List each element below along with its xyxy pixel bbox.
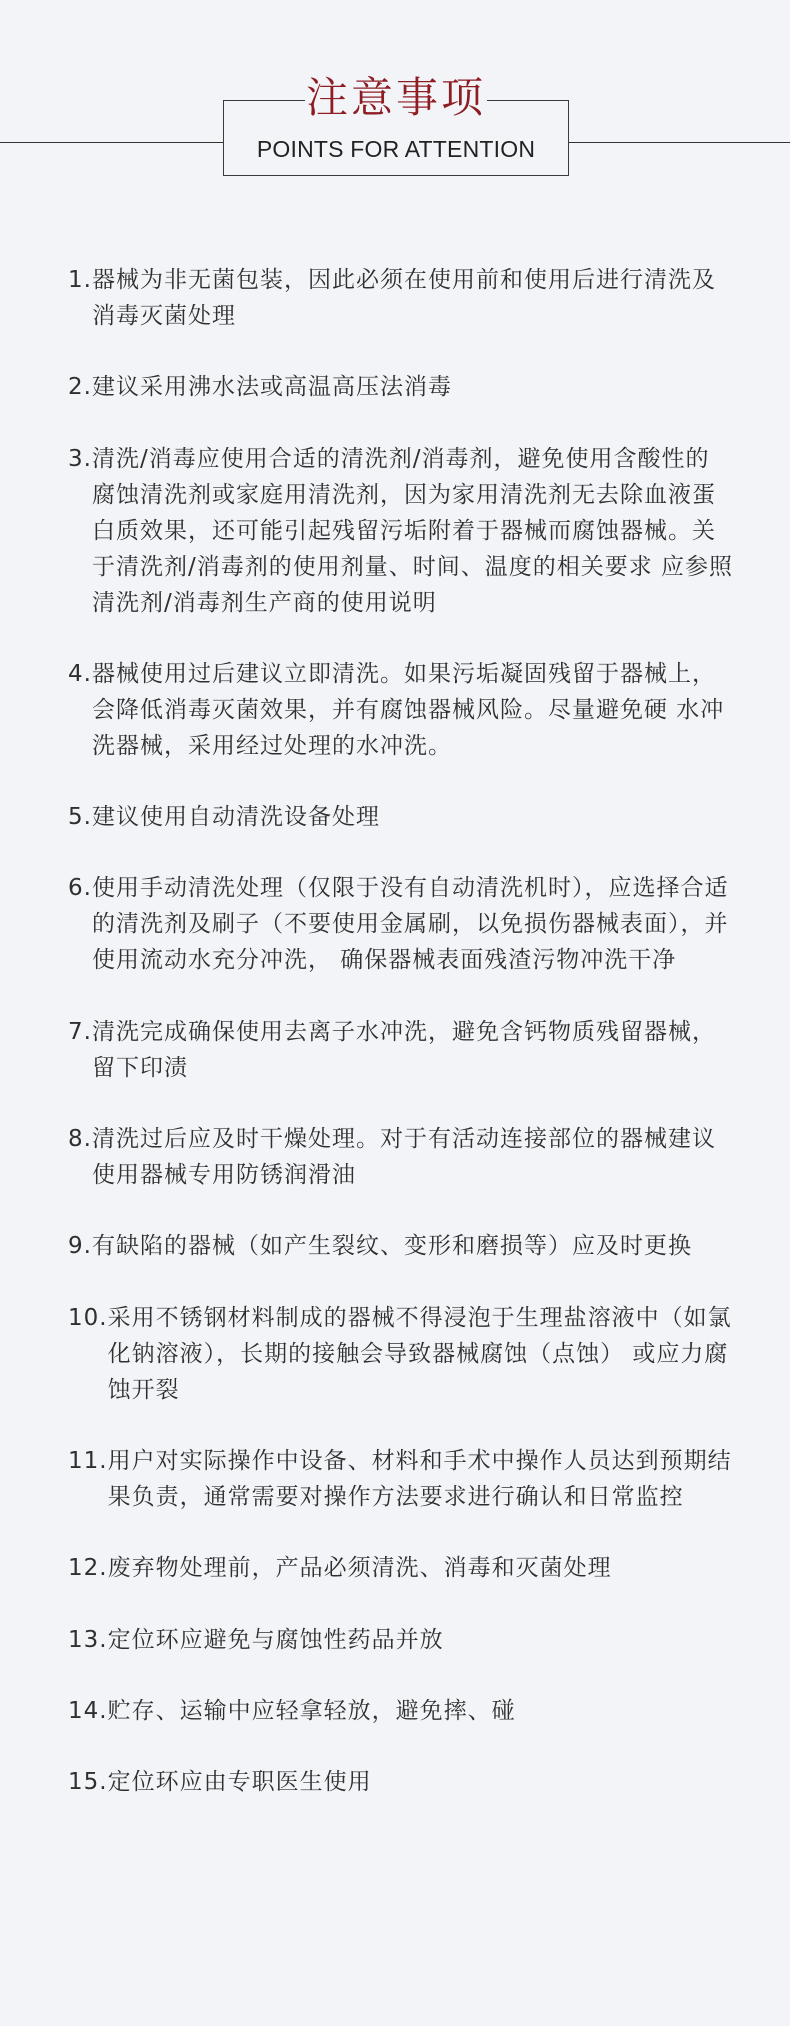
attention-item xyxy=(68,1443,733,1515)
attention-item-text: 贮存、运输中应轻拿轻放，避免摔、碰 xyxy=(107,1697,516,1724)
attention-item-text: 使用手动清洗处理（仅限于没有自动清洗机时），应选择合适的清洗剂及刷子（不要使用金属刷，以免损伤器械表面），并使用流动水充分冲洗， 确保器械表面残渣污物冲洗干净 xyxy=(91,875,729,974)
attention-item xyxy=(68,1550,733,1586)
attention-item-number: 8. xyxy=(68,1126,92,1153)
attention-list xyxy=(68,262,733,1835)
attention-item xyxy=(68,1300,733,1408)
page-title: 注意事项 xyxy=(305,73,486,122)
attention-item-number: 15. xyxy=(68,1769,108,1796)
attention-item xyxy=(68,262,733,334)
attention-item-text: 器械使用过后建议立即清洗。如果污垢凝固残留于器械上，会降低消毒灭菌效果，并有腐蚀器械风险。尽量避免硬 水冲洗器械，采用经过处理的水冲洗。 xyxy=(91,660,725,759)
attention-item xyxy=(68,1121,733,1193)
attention-item-text: 有缺陷的器械（如产生裂纹、变形和磨损等）应及时更换 xyxy=(91,1233,692,1260)
attention-item-number: 12. xyxy=(68,1555,108,1582)
attention-item-number: 13. xyxy=(68,1626,108,1653)
attention-item xyxy=(68,1693,733,1729)
attention-item-text: 废弃物处理前，产品必须清洗、消毒和灭菌处理 xyxy=(107,1555,612,1582)
page-subtitle: POINTS FOR ATTENTION xyxy=(256,136,536,162)
attention-item-text: 建议采用沸水法或高温高压法消毒 xyxy=(91,374,452,401)
attention-item-number: 7. xyxy=(68,1018,92,1045)
attention-item-number: 1. xyxy=(68,267,92,293)
attention-item-text: 定位环应避免与腐蚀性药品并放 xyxy=(107,1626,444,1653)
attention-item-text: 清洗/消毒应使用合适的清洗剂/消毒剂，避免使用含酸性的腐蚀清洗剂或家庭用清洗剂，因为家用清洗剂无去除血液蛋白质效果，还可能引起残留污垢附着于器械而腐蚀器械。关于清洗剂/消毒剂的使用剂量、时间、温度的相关要求 应参照清洗剂/消毒剂生产商的使用说明 xyxy=(91,445,734,616)
attention-item-number: 9. xyxy=(68,1233,92,1260)
attention-item xyxy=(68,1622,733,1658)
attention-item-number: 5. xyxy=(68,804,92,831)
attention-item xyxy=(68,656,733,764)
attention-item-text: 器械为非无菌包装，因此必须在使用前和使用后进行清洗及消毒灭菌处理 xyxy=(91,267,716,329)
attention-item-number: 3. xyxy=(68,445,92,472)
attention-item xyxy=(68,799,733,835)
attention-item-text: 清洗过后应及时干燥处理。对于有活动连接部位的器械建议使用器械专用防锈润滑油 xyxy=(91,1126,716,1189)
attention-item-number: 4. xyxy=(68,660,92,687)
attention-item xyxy=(68,1764,733,1800)
attention-item-number: 11. xyxy=(68,1447,108,1474)
attention-item-number: 2. xyxy=(68,374,92,401)
attention-item xyxy=(68,1228,733,1264)
attention-item-text: 采用不锈钢材料制成的器械不得浸泡于生理盐溶液中（如氯化钠溶液），长期的接触会导致器械腐蚀（点蚀） 或应力腐蚀开裂 xyxy=(107,1304,732,1403)
attention-item-number: 14. xyxy=(68,1697,108,1724)
attention-item xyxy=(68,870,733,978)
attention-item-text: 建议使用自动清洗设备处理 xyxy=(91,804,380,831)
attention-item-text: 用户对实际操作中设备、材料和手术中操作人员达到预期结果负责，通常需要对操作方法要求进行确认和日常监控 xyxy=(107,1447,732,1510)
attention-item xyxy=(68,1014,733,1086)
attention-item xyxy=(68,369,733,405)
attention-item-number: 10. xyxy=(68,1304,108,1331)
attention-item-text: 定位环应由专职医生使用 xyxy=(107,1769,372,1796)
attention-item-number: 6. xyxy=(68,875,92,902)
attention-item-text: 清洗完成确保使用去离子水冲洗，避免含钙物质残留器械，留下印渍 xyxy=(91,1018,716,1081)
attention-item xyxy=(68,441,733,621)
